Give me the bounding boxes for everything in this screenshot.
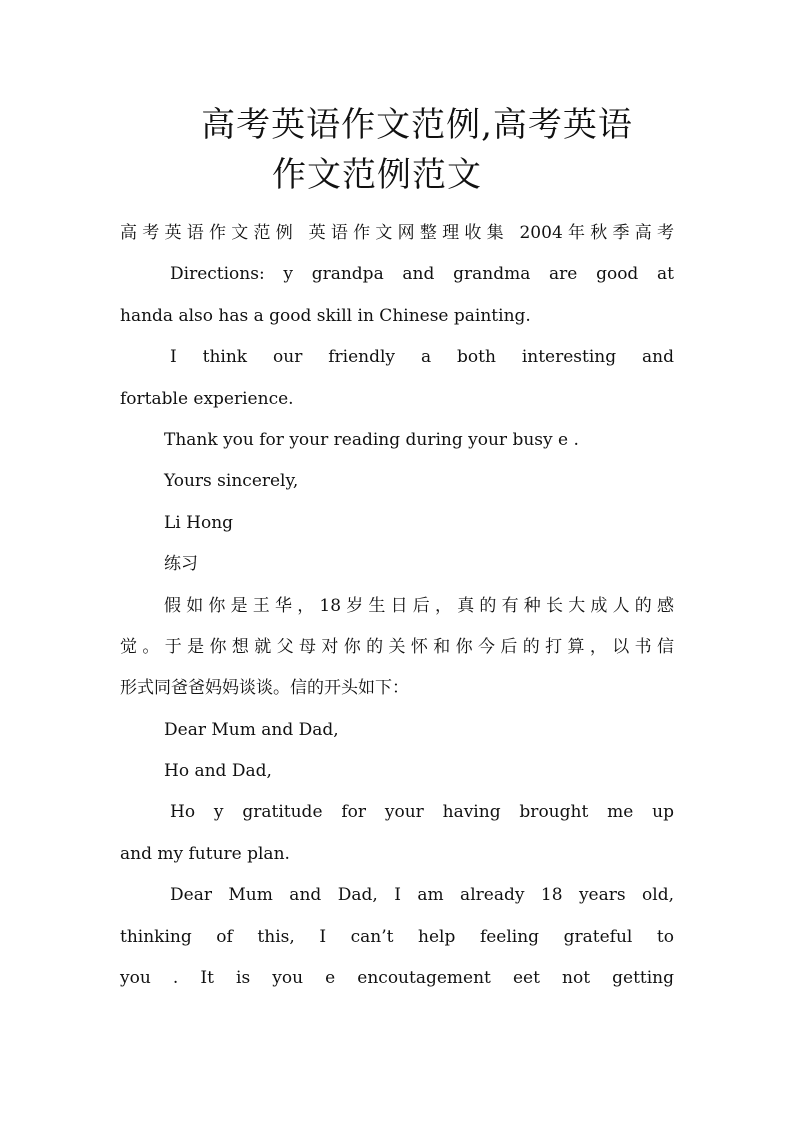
body-line: 高考英语作文范例 英语作文网整理收集 2004年秋季高考 [120,223,674,243]
body-line: 觉。于是你想就父母对你的关怀和你今后的打算，以书信 [120,636,674,657]
body-line: handa also has a good skill in Chinese painting. [120,305,531,326]
body-line: I think our friendly a both interesting and [170,347,674,368]
body-line: 形式同爸爸妈妈谈谈。信的开头如下： [120,678,409,699]
title-line-2: 作文范例范文 [272,155,482,195]
body-line: 练习 [164,554,198,575]
body-line: fortable experience. [120,388,294,409]
document-title [120,100,674,200]
body-line: Thank you for your reading during your busy e . [164,429,579,450]
body-line: Dear Mum and Dad, I am already 18 years old, [170,885,674,906]
title-line-1: 高考英语作文范例,高考英语 [201,105,633,145]
body-line: Li Hong [164,512,234,533]
body-line: Ho and Dad, [164,761,272,782]
body-line: Dear Mum and Dad, [164,719,339,740]
body-line: and my future plan. [120,843,290,864]
body-line: Directions: y grandpa and grandma are good at [170,264,674,285]
body-line: thinking of this, I can’t help feeling grateful to [120,926,674,947]
body-line: Ho y gratitude for your having brought me up [170,802,674,823]
body-line: 假如你是王华，18岁生日后，真的有种长大成人的感 [164,595,674,616]
body-line: Yours sincerely, [164,471,299,492]
document-body [120,213,674,999]
body-line: you . It is you e encoutagement eet not getting [120,968,674,989]
